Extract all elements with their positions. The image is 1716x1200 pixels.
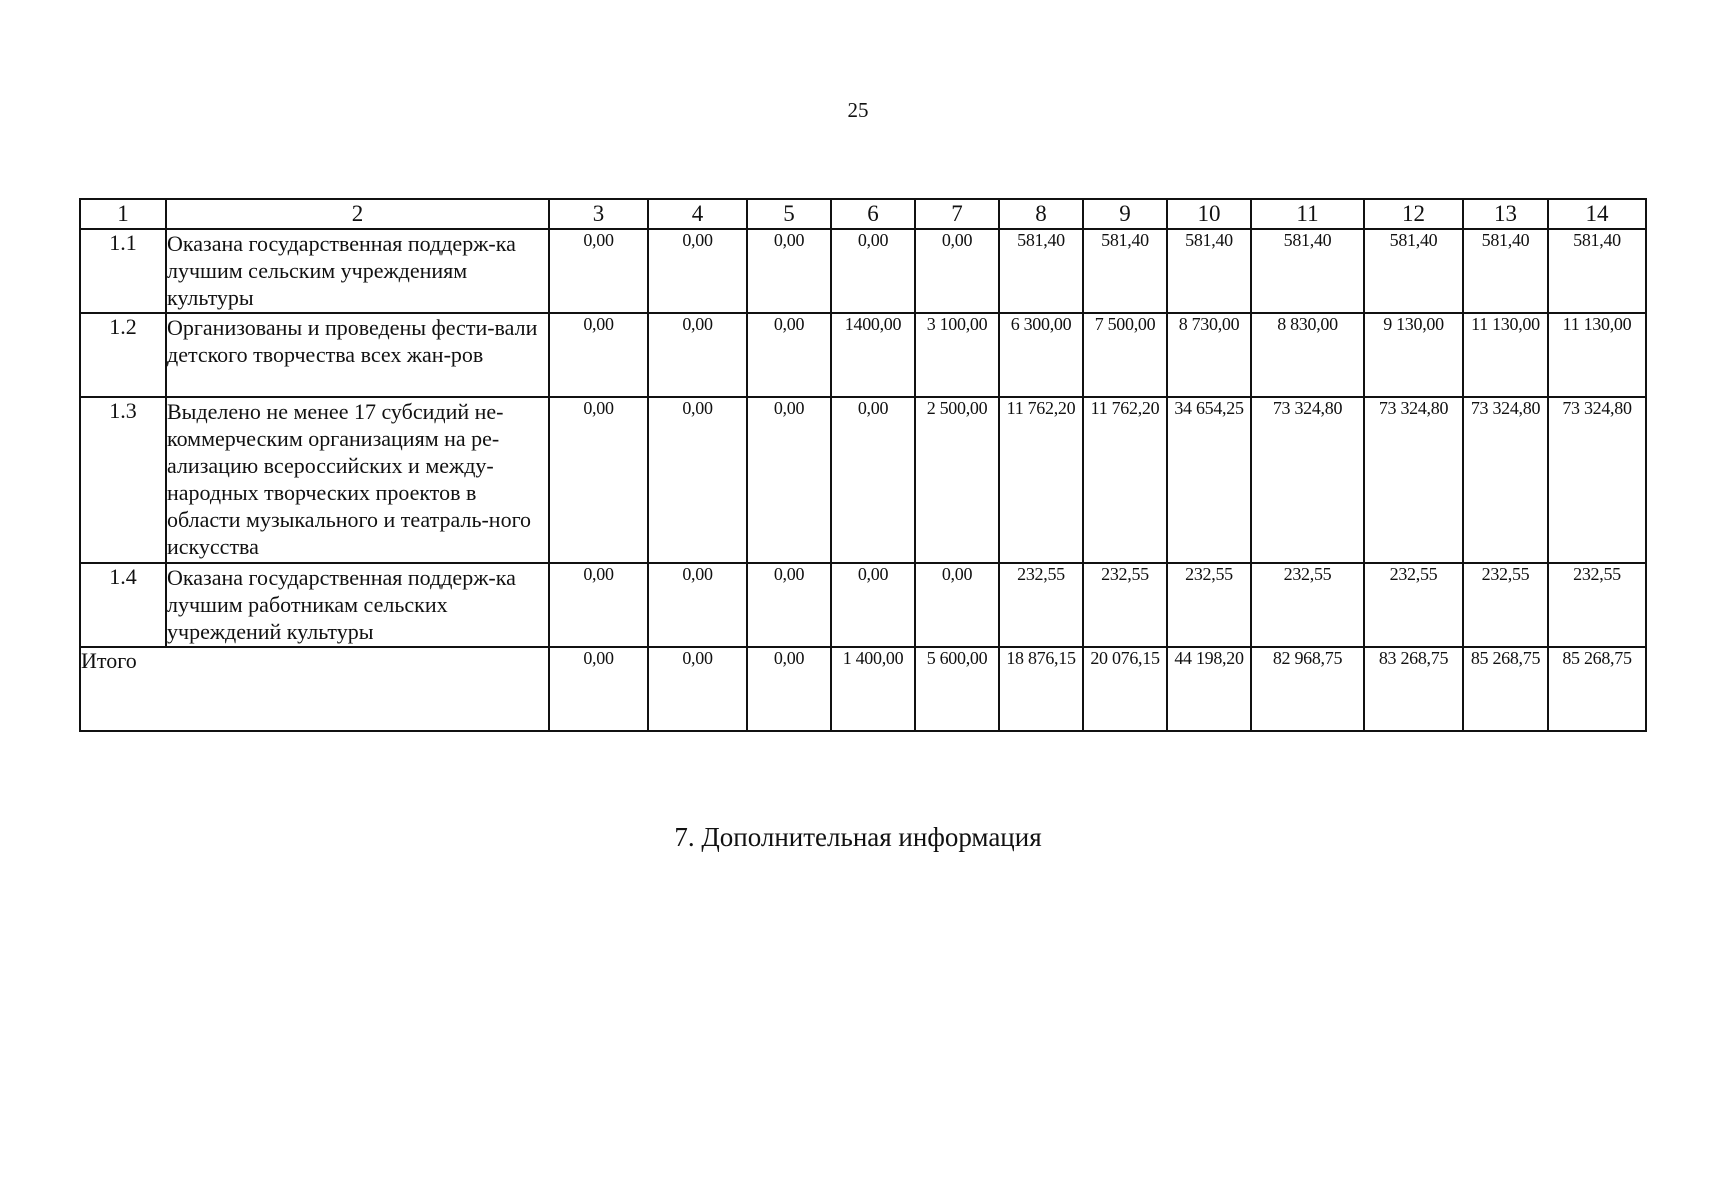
value-cell: 0,00 — [747, 313, 831, 397]
value-cell: 0,00 — [831, 397, 915, 563]
value-cell: 0,00 — [747, 229, 831, 313]
total-value-cell: 0,00 — [648, 647, 747, 731]
value-cell: 232,55 — [1548, 563, 1646, 647]
total-value-cell: 1 400,00 — [831, 647, 915, 731]
header-cell: 6 — [831, 199, 915, 229]
row-description: Выделено не менее 17 субсидий не-коммерческим организациям на ре-ализацию всероссийских и между-народных творческих проектов в области музыкального и театраль-ного искусства — [166, 397, 549, 563]
value-cell: 581,40 — [999, 229, 1083, 313]
header-cell: 10 — [1167, 199, 1251, 229]
value-cell: 232,55 — [999, 563, 1083, 647]
value-cell: 232,55 — [1251, 563, 1364, 647]
value-cell: 0,00 — [915, 563, 999, 647]
value-cell: 581,40 — [1463, 229, 1548, 313]
total-value-cell: 82 968,75 — [1251, 647, 1364, 731]
header-cell: 5 — [747, 199, 831, 229]
value-cell: 0,00 — [549, 313, 648, 397]
value-cell: 2 500,00 — [915, 397, 999, 563]
row-code: 1.3 — [80, 397, 166, 563]
value-cell: 0,00 — [747, 397, 831, 563]
header-cell: 11 — [1251, 199, 1364, 229]
value-cell: 232,55 — [1083, 563, 1167, 647]
row-description: Оказана государственная поддерж-ка лучшим сельским учреждениям культуры — [166, 229, 549, 313]
total-row — [80, 647, 1646, 731]
value-cell: 8 730,00 — [1167, 313, 1251, 397]
value-cell: 0,00 — [549, 229, 648, 313]
total-value-cell: 85 268,75 — [1463, 647, 1548, 731]
row-code: 1.2 — [80, 313, 166, 397]
table-row — [80, 563, 1646, 647]
value-cell: 34 654,25 — [1167, 397, 1251, 563]
value-cell: 0,00 — [831, 563, 915, 647]
row-description: Оказана государственная поддерж-ка лучшим работникам сельских учреждений культуры — [166, 563, 549, 647]
header-cell: 4 — [648, 199, 747, 229]
total-value-cell: 83 268,75 — [1364, 647, 1463, 731]
total-value-cell: 85 268,75 — [1548, 647, 1646, 731]
header-cell: 14 — [1548, 199, 1646, 229]
header-cell: 7 — [915, 199, 999, 229]
value-cell: 581,40 — [1251, 229, 1364, 313]
header-cell: 1 — [80, 199, 166, 229]
total-value-cell: 18 876,15 — [999, 647, 1083, 731]
value-cell: 0,00 — [549, 397, 648, 563]
row-description: Организованы и проведены фести-вали детского творчества всех жан-ров — [166, 313, 549, 397]
header-cell: 13 — [1463, 199, 1548, 229]
section-heading: 7. Дополнительная информация — [674, 822, 1042, 852]
value-cell: 232,55 — [1167, 563, 1251, 647]
row-code: 1.4 — [80, 563, 166, 647]
value-cell: 11 762,20 — [999, 397, 1083, 563]
value-cell: 232,55 — [1364, 563, 1463, 647]
value-cell: 0,00 — [648, 313, 747, 397]
value-cell: 581,40 — [1083, 229, 1167, 313]
header-row — [80, 199, 1646, 229]
table-row — [80, 229, 1646, 313]
header-cell: 9 — [1083, 199, 1167, 229]
value-cell: 0,00 — [648, 397, 747, 563]
value-cell: 3 100,00 — [915, 313, 999, 397]
value-cell: 11 130,00 — [1548, 313, 1646, 397]
page-number: 25 — [847, 98, 869, 122]
total-value-cell: 44 198,20 — [1167, 647, 1251, 731]
value-cell: 0,00 — [648, 563, 747, 647]
value-cell: 11 130,00 — [1463, 313, 1548, 397]
header-cell: 3 — [549, 199, 648, 229]
value-cell: 0,00 — [747, 563, 831, 647]
value-cell: 0,00 — [831, 229, 915, 313]
header-cell: 8 — [999, 199, 1083, 229]
value-cell: 581,40 — [1548, 229, 1646, 313]
table-row — [80, 313, 1646, 397]
total-value-cell: 20 076,15 — [1083, 647, 1167, 731]
value-cell: 0,00 — [915, 229, 999, 313]
value-cell: 11 762,20 — [1083, 397, 1167, 563]
value-cell: 0,00 — [549, 563, 648, 647]
funding-table — [79, 198, 1647, 732]
value-cell: 73 324,80 — [1251, 397, 1364, 563]
total-value-cell: 0,00 — [747, 647, 831, 731]
row-code: 1.1 — [80, 229, 166, 313]
value-cell: 1400,00 — [831, 313, 915, 397]
table-row — [80, 397, 1646, 563]
value-cell: 581,40 — [1167, 229, 1251, 313]
value-cell: 581,40 — [1364, 229, 1463, 313]
total-label: Итого — [80, 647, 549, 731]
value-cell: 73 324,80 — [1548, 397, 1646, 563]
value-cell: 8 830,00 — [1251, 313, 1364, 397]
value-cell: 73 324,80 — [1364, 397, 1463, 563]
value-cell: 9 130,00 — [1364, 313, 1463, 397]
value-cell: 232,55 — [1463, 563, 1548, 647]
value-cell: 0,00 — [648, 229, 747, 313]
total-value-cell: 5 600,00 — [915, 647, 999, 731]
value-cell: 7 500,00 — [1083, 313, 1167, 397]
total-value-cell: 0,00 — [549, 647, 648, 731]
header-cell: 12 — [1364, 199, 1463, 229]
header-cell: 2 — [166, 199, 549, 229]
value-cell: 6 300,00 — [999, 313, 1083, 397]
value-cell: 73 324,80 — [1463, 397, 1548, 563]
